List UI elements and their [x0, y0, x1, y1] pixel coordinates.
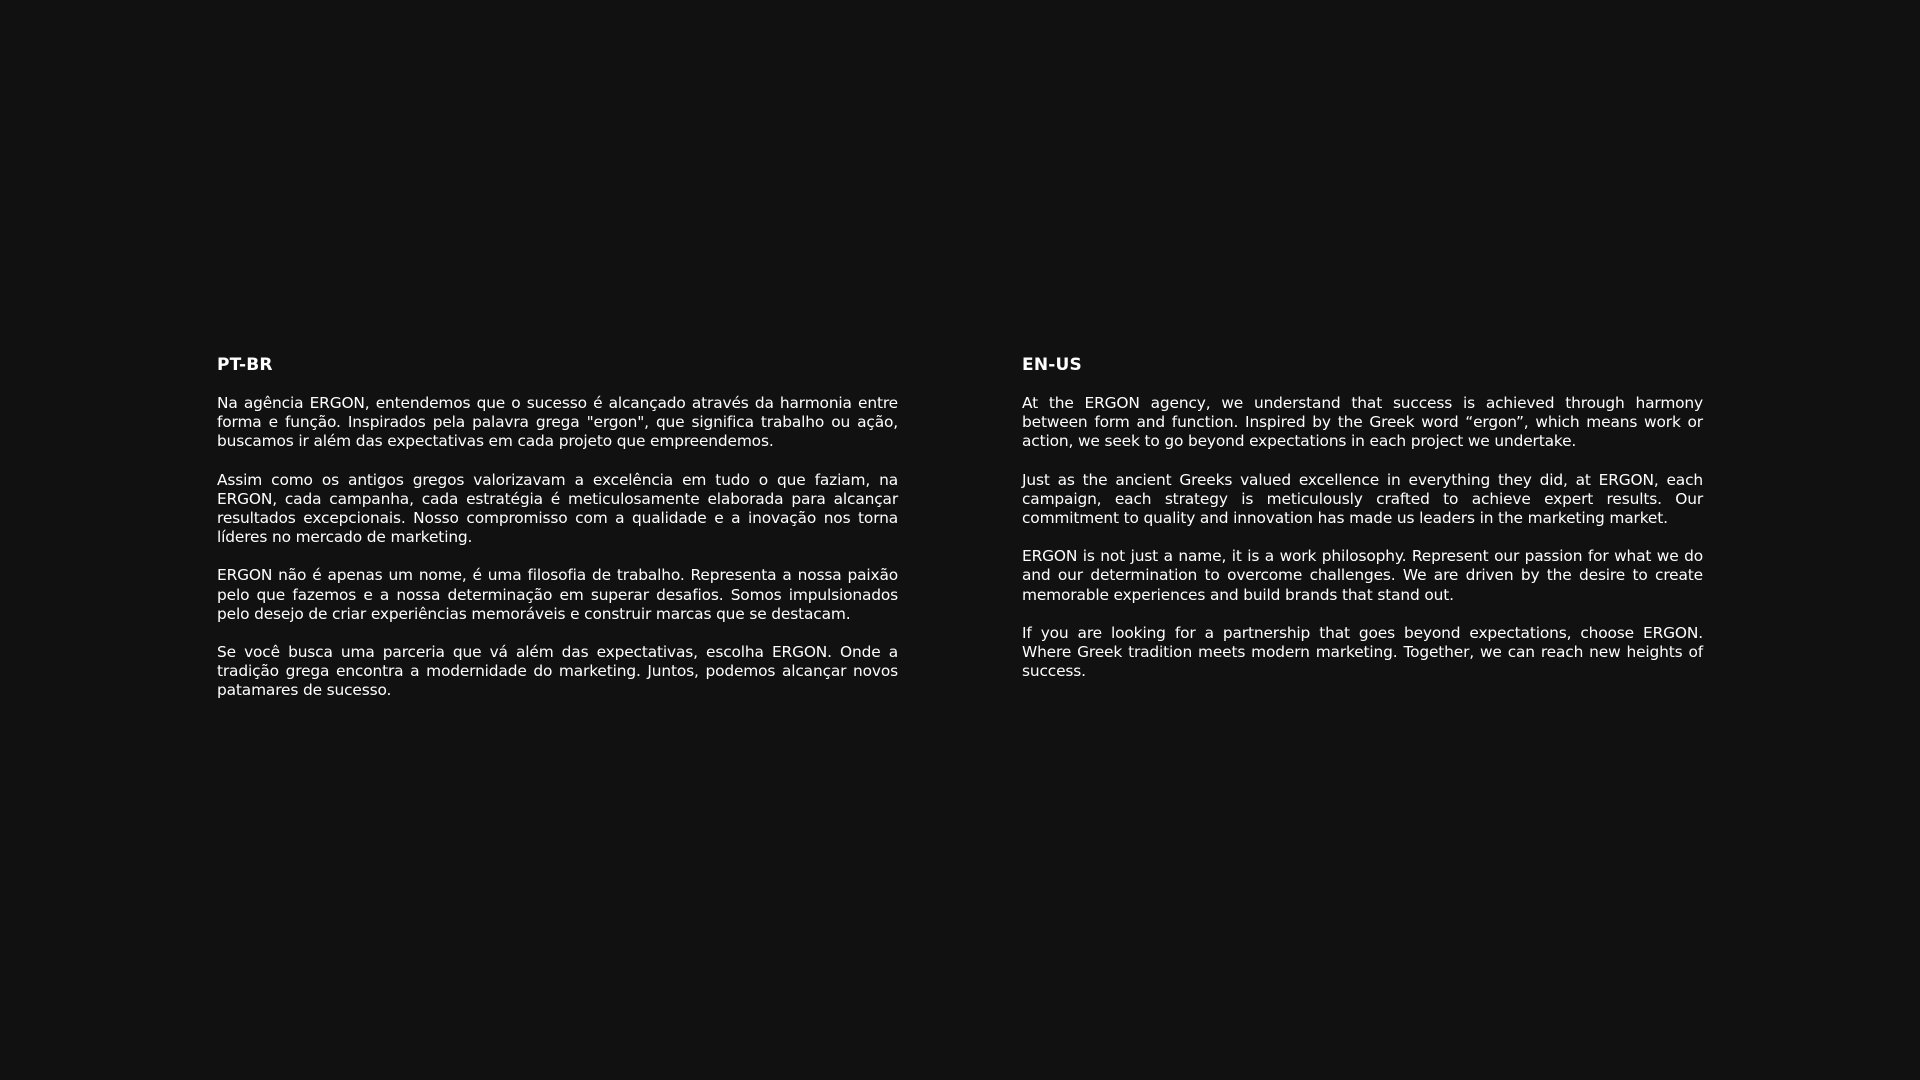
en-us-heading: EN-US: [1022, 355, 1082, 375]
en-us-paragraph-2: Just as the ancient Greeks valued excellence in everything they did, at ERGON, each campaign, each strategy is meticulously crafted to achieve expert results. Our commitment to quality and innovation has made us leaders in the marketing market.: [1022, 470, 1703, 528]
pt-br-paragraph-4: Se você busca uma parceria que vá além das expectativas, escolha ERGON. Onde a tradição grega encontra a modernidade do marketing. Juntos, podemos alcançar novos patamares de sucesso.: [217, 643, 898, 700]
en-us-column: [1022, 354, 1703, 700]
en-us-paragraph-3: ERGON is not just a name, it is a work philosophy. Represent our passion for what we do and our determination to overcome challenges. We are driven by the desire to create memorable experiences and build brands that stand out.: [1022, 547, 1703, 604]
pt-br-heading: PT-BR: [217, 355, 273, 375]
pt-br-column: [217, 354, 898, 720]
pt-br-paragraph-1: Na agência ERGON, entendemos que o sucesso é alcançado através da harmonia entre forma e função. Inspirados pela palavra grega "ergon", que significa trabalho ou ação, buscamos ir além das expectativas em cada projeto que empreendemos.: [217, 394, 898, 451]
pt-br-paragraph-3: ERGON não é apenas um nome, é uma filosofia de trabalho. Representa a nossa paixão pelo que fazemos e a nossa determinação em superar desafios. Somos impulsionados pelo desejo de criar experiências memoráveis e construir marcas que se destacam.: [217, 566, 898, 623]
en-us-paragraph-4: If you are looking for a partnership that goes beyond expectations, choose ERGON. Where Greek tradition meets modern marketing. Together, we can reach new heights of success.: [1022, 623, 1703, 681]
en-us-paragraph-1: At the ERGON agency, we understand that success is achieved through harmony between form and function. Inspired by the Greek word “ergon”, which means work or action, we seek to go beyond expectations in each project we undertake.: [1022, 394, 1703, 451]
pt-br-paragraph-2: Assim como os antigos gregos valorizavam a excelência em tudo o que faziam, na ERGON, cada campanha, cada estratégia é meticulosamente elaborada para alcançar resultados excepcionais. Nosso compromisso com a qualidade e a inovação nos torna líderes no mercado de marketing.: [217, 470, 898, 547]
